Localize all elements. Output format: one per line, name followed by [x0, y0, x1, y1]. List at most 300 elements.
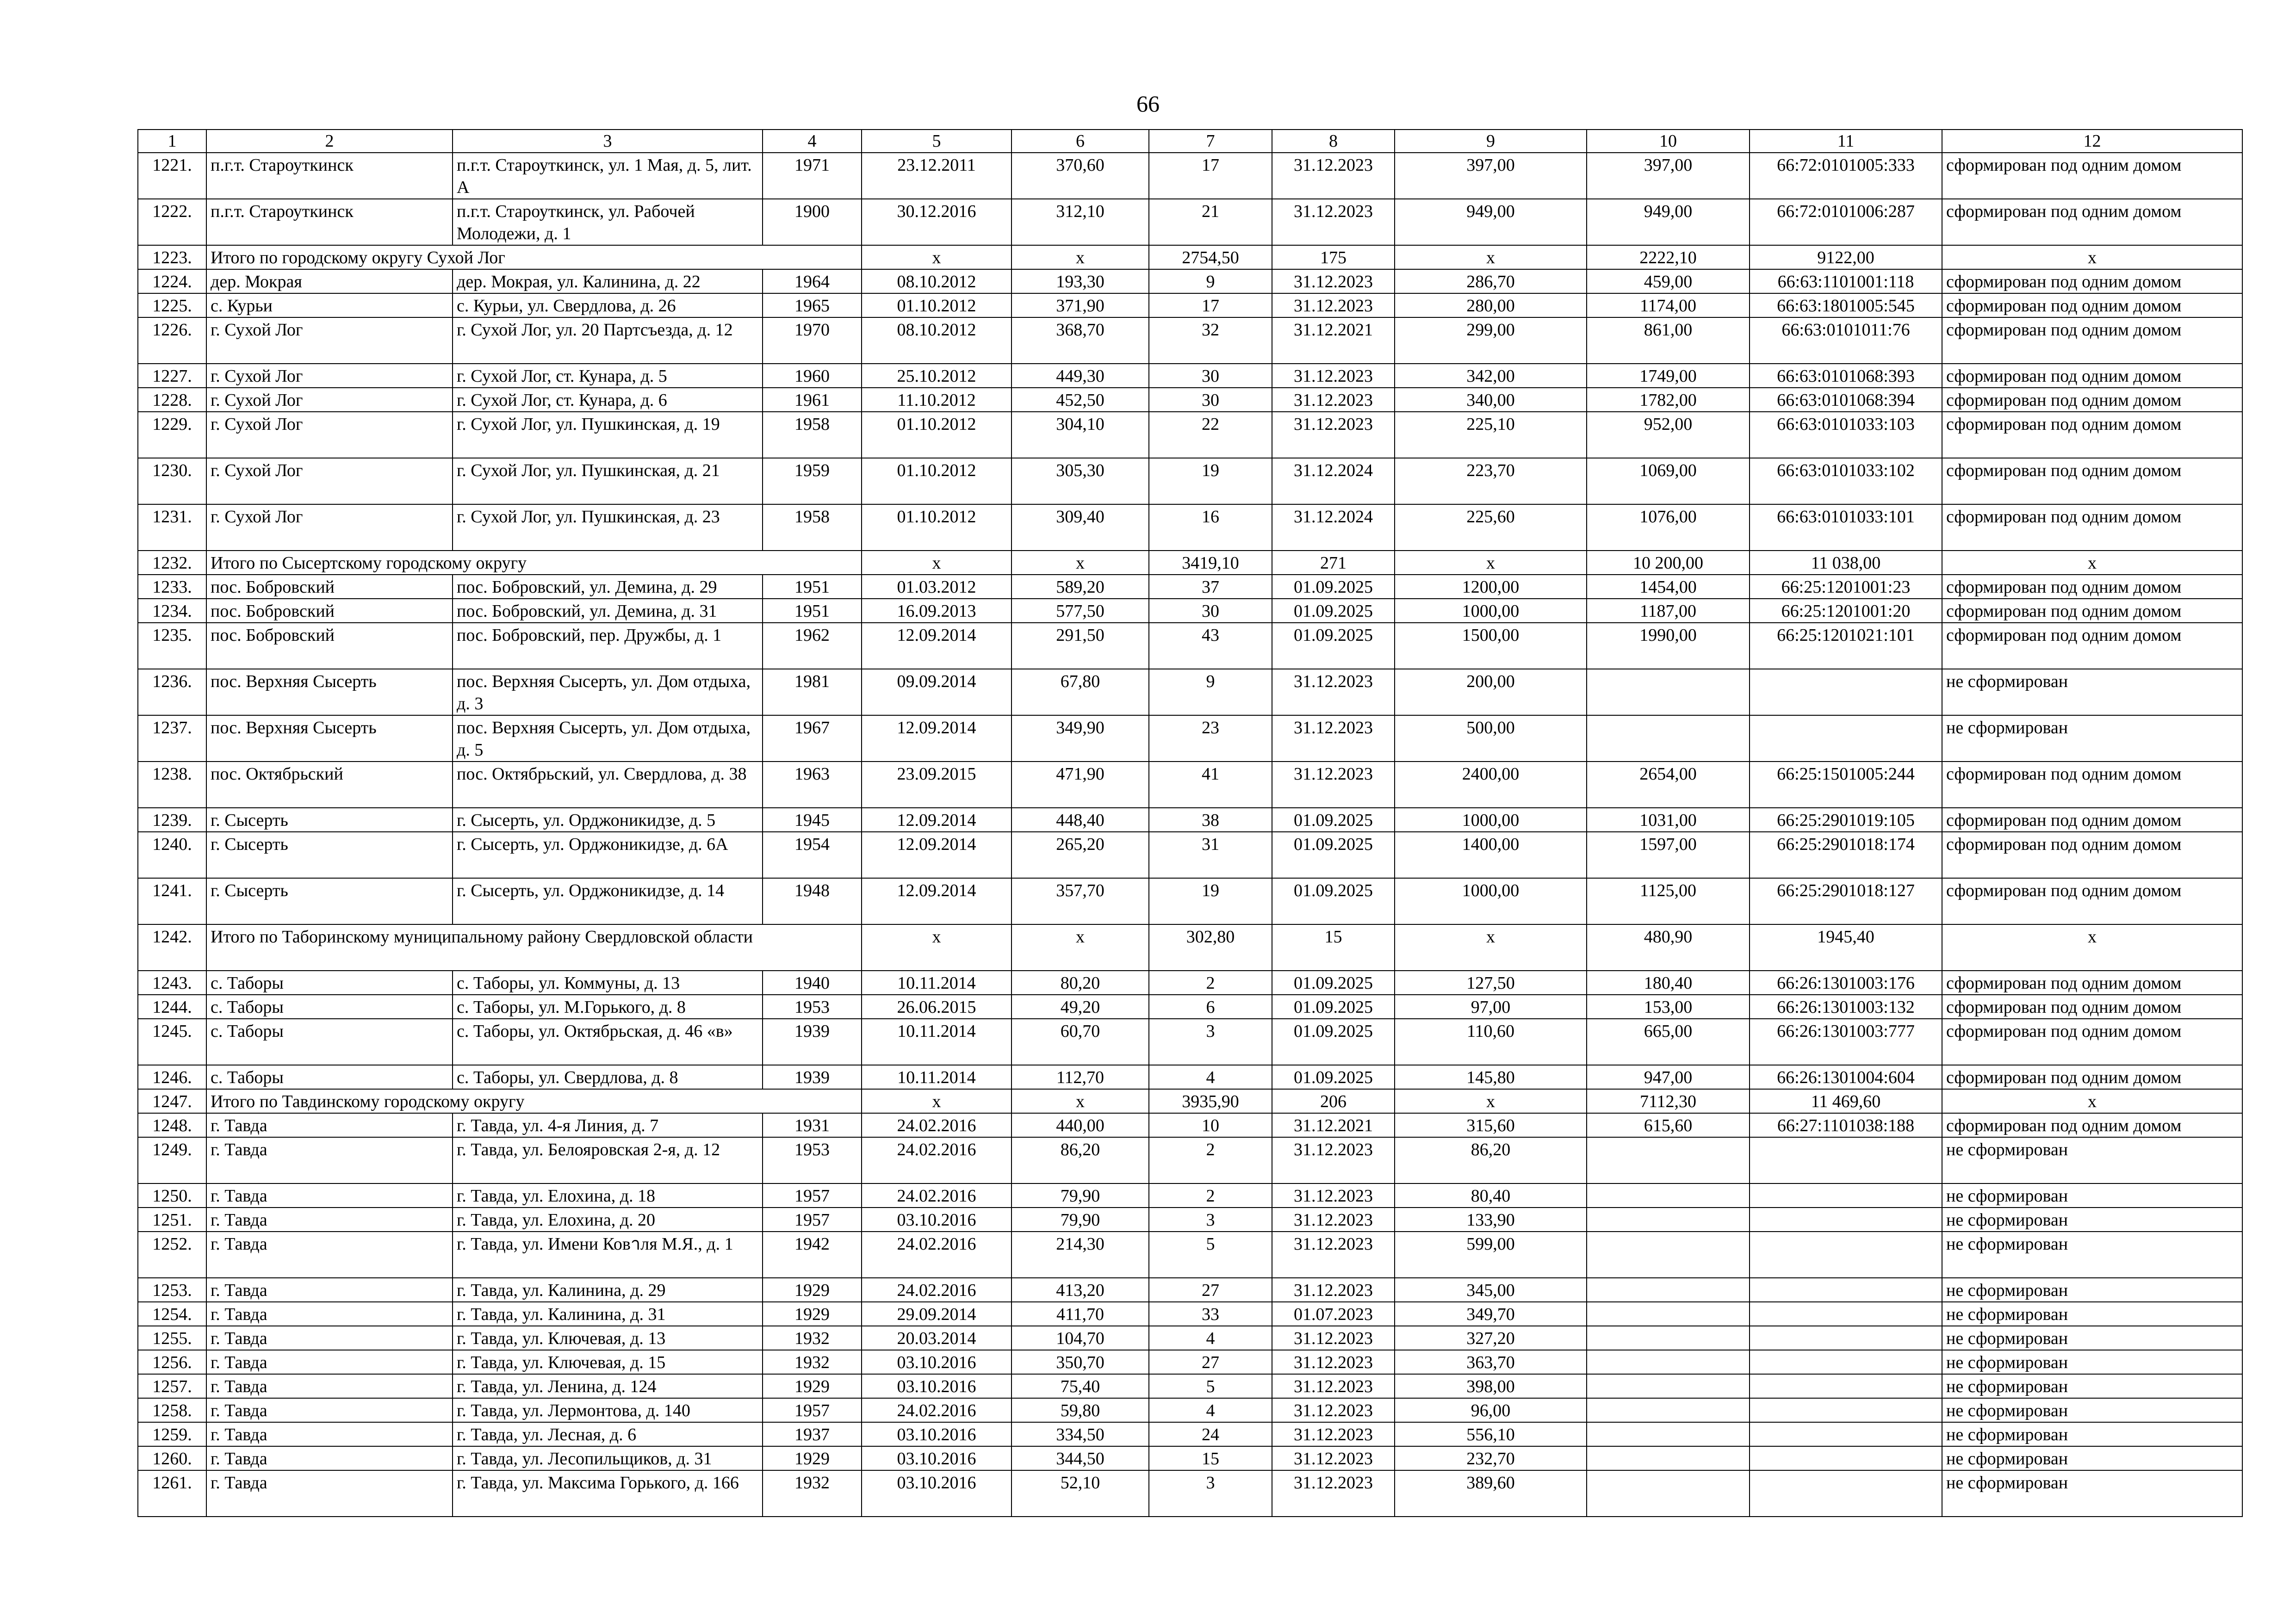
table-cell: 22	[1149, 412, 1272, 458]
table-cell: 31.12.2023	[1272, 293, 1395, 317]
table-cell: 01.09.2025	[1272, 599, 1395, 623]
table-cell: 01.09.2025	[1272, 971, 1395, 995]
table-row	[138, 575, 2242, 599]
table-cell: г. Сухой Лог, ул. Пушкинская, д. 19	[453, 412, 763, 458]
table-row	[138, 1113, 2242, 1137]
table-cell: 304,10	[1011, 412, 1149, 458]
table-cell: 411,70	[1011, 1302, 1149, 1326]
table-cell: 1939	[763, 1065, 862, 1089]
table-row	[138, 317, 2242, 364]
table-cell: 112,70	[1011, 1065, 1149, 1089]
table-cell: г. Сысерть	[206, 808, 453, 832]
table-cell: 33	[1149, 1302, 1272, 1326]
table-cell: 01.09.2025	[1272, 808, 1395, 832]
table-cell: 41	[1149, 762, 1272, 808]
table-cell: х	[1942, 924, 2242, 971]
table-cell: г. Сухой Лог, ст. Кунара, д. 6	[453, 388, 763, 412]
table-cell: пос. Верхняя Сысерть, ул. Дом отдыха, д. 3	[453, 669, 763, 715]
table-cell: 16.09.2013	[862, 599, 1011, 623]
table-row	[138, 364, 2242, 388]
table-cell: 30	[1149, 599, 1272, 623]
table-cell: не сформирован	[1942, 1326, 2242, 1350]
table-cell: 299,00	[1395, 317, 1587, 364]
table-cell: 37	[1149, 575, 1272, 599]
table-cell: 43	[1149, 623, 1272, 669]
table-row	[138, 1350, 2242, 1374]
table-cell: 1964	[763, 269, 862, 293]
table-row	[138, 1398, 2242, 1422]
table-cell: сформирован под одним домом	[1942, 623, 2242, 669]
table-cell: 9	[1149, 669, 1272, 715]
table-row	[138, 388, 2242, 412]
table-cell: 265,20	[1011, 832, 1149, 878]
table-cell: 31	[1149, 832, 1272, 878]
table-cell: 26.06.2015	[862, 995, 1011, 1019]
table-cell: 10.11.2014	[862, 971, 1011, 995]
table-cell: пос. Бобровский	[206, 623, 453, 669]
table-cell: 66:63:0101033:103	[1750, 412, 1942, 458]
table-cell: 1945	[763, 808, 862, 832]
table-cell: 1951	[763, 599, 862, 623]
table-cell: с. Таборы	[206, 1019, 453, 1065]
table-cell: 66:25:1201001:23	[1750, 575, 1942, 599]
table-cell: 31.12.2023	[1272, 1208, 1395, 1232]
table-cell	[1750, 1183, 1942, 1208]
table-cell: 1981	[763, 669, 862, 715]
table-cell: дер. Мокрая, ул. Калинина, д. 22	[453, 269, 763, 293]
table-row-total	[138, 245, 2242, 269]
table-row	[138, 1232, 2242, 1278]
table-cell: не сформирован	[1942, 1398, 2242, 1422]
table-cell: 80,20	[1011, 971, 1149, 995]
table-row	[138, 1065, 2242, 1089]
table-cell: 397,00	[1395, 153, 1587, 199]
table-cell: 59,80	[1011, 1398, 1149, 1422]
table-cell: не сформирован	[1942, 1278, 2242, 1302]
table-cell: 31.12.2023	[1272, 364, 1395, 388]
table-cell: 349,90	[1011, 715, 1149, 762]
table-cell: 66:63:0101033:102	[1750, 458, 1942, 504]
table-cell: г. Сухой Лог, ул. Пушкинская, д. 21	[453, 458, 763, 504]
table-cell: 280,00	[1395, 293, 1587, 317]
table-cell	[1750, 1302, 1942, 1326]
table-cell	[1750, 1374, 1942, 1398]
table-cell: 4	[1149, 1326, 1272, 1350]
table-cell: не сформирован	[1942, 1137, 2242, 1183]
table-cell: 1958	[763, 412, 862, 458]
table-cell: 11 038,00	[1750, 551, 1942, 575]
table-cell: 29.09.2014	[862, 1302, 1011, 1326]
table-row-total	[138, 1089, 2242, 1113]
table-row	[138, 269, 2242, 293]
column-number-cell: 2	[206, 130, 453, 153]
table-cell: с. Таборы, ул. Коммуны, д. 13	[453, 971, 763, 995]
table-cell	[1587, 1137, 1750, 1183]
table-cell: 153,00	[1587, 995, 1750, 1019]
table-cell: 60,70	[1011, 1019, 1149, 1065]
table-cell: г. Тавда, ул. Ленина, д. 124	[453, 1374, 763, 1398]
table-row	[138, 153, 2242, 199]
table-cell: с. Таборы, ул. М.Горького, д. 8	[453, 995, 763, 1019]
table-cell: с. Таборы, ул. Свердлова, д. 8	[453, 1065, 763, 1089]
table-cell: 1246.	[138, 1065, 206, 1089]
table-cell: 1174,00	[1587, 293, 1750, 317]
table-cell: 66:72:0101006:287	[1750, 199, 1942, 245]
table-cell: 1258.	[138, 1398, 206, 1422]
table-cell: 1125,00	[1587, 878, 1750, 924]
table-cell: 24.02.2016	[862, 1232, 1011, 1278]
table-cell: г. Тавда, ул. Лесопильщиков, д. 31	[453, 1446, 763, 1470]
table-cell: г. Тавда, ул. Калинина, д. 31	[453, 1302, 763, 1326]
column-number-cell: 1	[138, 130, 206, 153]
table-cell: 1929	[763, 1446, 862, 1470]
table-cell: 31.12.2023	[1272, 669, 1395, 715]
table-cell: 96,00	[1395, 1398, 1587, 1422]
table-cell: г. Тавда	[206, 1422, 453, 1446]
table-cell: 1236.	[138, 669, 206, 715]
table-cell: г. Сухой Лог	[206, 317, 453, 364]
table-cell: 11.10.2012	[862, 388, 1011, 412]
table-cell: 1076,00	[1587, 504, 1750, 551]
table-cell: х	[1011, 245, 1149, 269]
table-cell: 1929	[763, 1374, 862, 1398]
table-cell: сформирован под одним домом	[1942, 995, 2242, 1019]
table-cell: 225,10	[1395, 412, 1587, 458]
table-cell: с. Таборы	[206, 1065, 453, 1089]
table-cell: 1069,00	[1587, 458, 1750, 504]
table-cell: 23.09.2015	[862, 762, 1011, 808]
table-cell: 1260.	[138, 1446, 206, 1470]
column-number-cell: 9	[1395, 130, 1587, 153]
table-cell: 440,00	[1011, 1113, 1149, 1137]
table-cell: 12.09.2014	[862, 832, 1011, 878]
table-cell: 1232.	[138, 551, 206, 575]
table-cell: 1939	[763, 1019, 862, 1065]
table-cell: 09.09.2014	[862, 669, 1011, 715]
table-cell: 1932	[763, 1350, 862, 1374]
table-cell: 86,20	[1011, 1137, 1149, 1183]
table-cell: 67,80	[1011, 669, 1149, 715]
table-row	[138, 1183, 2242, 1208]
table-cell: 1597,00	[1587, 832, 1750, 878]
table-row-total	[138, 551, 2242, 575]
table-cell: 5	[1149, 1374, 1272, 1398]
column-number-row	[138, 130, 2242, 153]
table-cell: г. Тавда, ул. Лесная, д. 6	[453, 1422, 763, 1446]
table-cell: 1255.	[138, 1326, 206, 1350]
table-cell	[1587, 1350, 1750, 1374]
table-row	[138, 995, 2242, 1019]
table-cell: 1227.	[138, 364, 206, 388]
table-cell: 66:63:1101001:118	[1750, 269, 1942, 293]
table-cell: 1951	[763, 575, 862, 599]
table-cell: 3	[1149, 1208, 1272, 1232]
table-cell	[1750, 1208, 1942, 1232]
table-row	[138, 599, 2242, 623]
column-number-cell: 4	[763, 130, 862, 153]
table-cell	[1587, 1232, 1750, 1278]
table-cell: 448,40	[1011, 808, 1149, 832]
table-cell: 12.09.2014	[862, 878, 1011, 924]
table-cell: 01.10.2012	[862, 293, 1011, 317]
table-cell	[1587, 1302, 1750, 1326]
table-row	[138, 458, 2242, 504]
table-cell	[1750, 1326, 1942, 1350]
table-cell: 27	[1149, 1350, 1272, 1374]
table-row	[138, 1446, 2242, 1470]
table-cell: не сформирован	[1942, 1470, 2242, 1517]
table-cell	[1587, 1183, 1750, 1208]
table-cell: 1254.	[138, 1302, 206, 1326]
table-cell: г. Тавда	[206, 1113, 453, 1137]
table-cell: 9	[1149, 269, 1272, 293]
table-cell: 357,70	[1011, 878, 1149, 924]
table-cell: 225,60	[1395, 504, 1587, 551]
table-cell: 31.12.2023	[1272, 388, 1395, 412]
table-cell: 1229.	[138, 412, 206, 458]
table-cell: г. Тавда, ул. Калинина, д. 29	[453, 1278, 763, 1302]
column-number-cell: 3	[453, 130, 763, 153]
table-cell: 305,30	[1011, 458, 1149, 504]
table-cell: 1932	[763, 1470, 862, 1517]
table-cell: 2654,00	[1587, 762, 1750, 808]
table-cell: с. Таборы	[206, 995, 453, 1019]
table-cell: пос. Бобровский, ул. Демина, д. 31	[453, 599, 763, 623]
table-cell: г. Тавда	[206, 1326, 453, 1350]
table-cell: 3	[1149, 1470, 1272, 1517]
table-cell: пос. Октябрьский, ул. Свердлова, д. 38	[453, 762, 763, 808]
table-cell: 66:26:1301003:132	[1750, 995, 1942, 1019]
table-cell: 291,50	[1011, 623, 1149, 669]
table-cell: г. Тавда	[206, 1183, 453, 1208]
table-cell: 79,90	[1011, 1208, 1149, 1232]
table-cell: г. Тавда	[206, 1302, 453, 1326]
table-cell: сформирован под одним домом	[1942, 293, 2242, 317]
table-cell: 15	[1149, 1446, 1272, 1470]
table-cell: 31.12.2023	[1272, 269, 1395, 293]
table-row	[138, 1326, 2242, 1350]
table-cell: 52,10	[1011, 1470, 1149, 1517]
table-cell: г. Сухой Лог	[206, 504, 453, 551]
table-cell: 32	[1149, 317, 1272, 364]
table-cell: 10 200,00	[1587, 551, 1750, 575]
table-cell: 1231.	[138, 504, 206, 551]
table-cell: г. Сысерть, ул. Орджоникидзе, д. 6А	[453, 832, 763, 878]
table-cell: 10	[1149, 1113, 1272, 1137]
table-cell: 350,70	[1011, 1350, 1149, 1374]
table-cell: 03.10.2016	[862, 1470, 1011, 1517]
table-cell: г. Сысерть	[206, 878, 453, 924]
table-cell: 1225.	[138, 293, 206, 317]
table-cell: г. Сухой Лог	[206, 388, 453, 412]
table-cell: 31.12.2024	[1272, 504, 1395, 551]
table-cell: 1233.	[138, 575, 206, 599]
table-cell: х	[862, 245, 1011, 269]
table-cell: 334,50	[1011, 1422, 1149, 1446]
table-cell: 371,90	[1011, 293, 1149, 317]
table-cell	[1587, 1470, 1750, 1517]
table-cell: 1929	[763, 1302, 862, 1326]
table-cell: 1245.	[138, 1019, 206, 1065]
table-cell: не сформирован	[1942, 1350, 2242, 1374]
table-row	[138, 1208, 2242, 1232]
table-cell: 03.10.2016	[862, 1446, 1011, 1470]
page-number: 66	[1136, 91, 1160, 117]
table-cell: сформирован под одним домом	[1942, 808, 2242, 832]
table-cell: х	[1011, 1089, 1149, 1113]
table-cell: Итого по Сысертскому городскому округу	[206, 551, 862, 575]
table-cell	[1587, 1374, 1750, 1398]
table-cell	[1587, 715, 1750, 762]
table-cell: 1900	[763, 199, 862, 245]
table-row	[138, 878, 2242, 924]
table-cell: 31.12.2021	[1272, 1113, 1395, 1137]
table-cell: х	[1942, 551, 2242, 575]
table-cell: 1967	[763, 715, 862, 762]
table-cell: 1942	[763, 1232, 862, 1278]
table-cell: 15	[1272, 924, 1395, 971]
table-cell: сформирован под одним домом	[1942, 458, 2242, 504]
table-row-total	[138, 924, 2242, 971]
table-cell: пос. Бобровский	[206, 575, 453, 599]
table-cell: 38	[1149, 808, 1272, 832]
table-cell: 16	[1149, 504, 1272, 551]
table-cell: 615,60	[1587, 1113, 1750, 1137]
table-cell	[1587, 1326, 1750, 1350]
table-cell: 952,00	[1587, 412, 1750, 458]
table-cell: 193,30	[1011, 269, 1149, 293]
table-cell: 577,50	[1011, 599, 1149, 623]
table-cell: 01.09.2025	[1272, 878, 1395, 924]
table-cell: 23.12.2011	[862, 153, 1011, 199]
table-cell: 1931	[763, 1113, 862, 1137]
table-cell: 17	[1149, 293, 1272, 317]
table-cell: 2	[1149, 971, 1272, 995]
table-cell: 1230.	[138, 458, 206, 504]
table-row	[138, 1422, 2242, 1446]
table-cell: 10.11.2014	[862, 1065, 1011, 1089]
table-cell: 01.09.2025	[1272, 623, 1395, 669]
table-row	[138, 504, 2242, 551]
table-cell: с. Курьи, ул. Свердлова, д. 26	[453, 293, 763, 317]
table-cell: г. Тавда, ул. Елохина, д. 18	[453, 1183, 763, 1208]
table-row	[138, 1470, 2242, 1517]
table-cell: 949,00	[1587, 199, 1750, 245]
table-cell: 1257.	[138, 1374, 206, 1398]
table-cell: п.г.т. Староуткинск	[206, 153, 453, 199]
table-cell: 1940	[763, 971, 862, 995]
table-cell: не сформирован	[1942, 1446, 2242, 1470]
table-cell: сформирован под одним домом	[1942, 1019, 2242, 1065]
table-cell: 1500,00	[1395, 623, 1587, 669]
table-cell: 1945,40	[1750, 924, 1942, 971]
table-cell: 1234.	[138, 599, 206, 623]
table-cell: 1238.	[138, 762, 206, 808]
table-cell: 1187,00	[1587, 599, 1750, 623]
column-number-cell: 8	[1272, 130, 1395, 153]
table-cell: г. Сысерть, ул. Орджоникидзе, д. 14	[453, 878, 763, 924]
table-cell: 01.03.2012	[862, 575, 1011, 599]
table-cell: 1221.	[138, 153, 206, 199]
table-cell: г. Сысерть, ул. Орджоникидзе, д. 5	[453, 808, 763, 832]
table-cell: 31.12.2023	[1272, 1374, 1395, 1398]
table-cell: 01.09.2025	[1272, 832, 1395, 878]
table-cell: 31.12.2021	[1272, 317, 1395, 364]
table-cell	[1587, 1208, 1750, 1232]
table-cell: не сформирован	[1942, 669, 2242, 715]
table-cell: 31.12.2023	[1272, 1278, 1395, 1302]
table-cell: 31.12.2023	[1272, 153, 1395, 199]
table-cell: 665,00	[1587, 1019, 1750, 1065]
table-cell: г. Сухой Лог, ст. Кунара, д. 5	[453, 364, 763, 388]
table-cell: г. Тавда	[206, 1446, 453, 1470]
table-cell: 327,20	[1395, 1326, 1587, 1350]
table-cell: 31.12.2023	[1272, 199, 1395, 245]
table-cell: 23	[1149, 715, 1272, 762]
table-cell: 31.12.2024	[1272, 458, 1395, 504]
table-cell: 01.09.2025	[1272, 575, 1395, 599]
table-cell	[1750, 1232, 1942, 1278]
table-cell: 1953	[763, 995, 862, 1019]
table-cell: х	[1395, 551, 1587, 575]
table-cell: 01.10.2012	[862, 412, 1011, 458]
table-cell: г. Сысерть	[206, 832, 453, 878]
table-cell: 31.12.2023	[1272, 412, 1395, 458]
table-cell: х	[1395, 1089, 1587, 1113]
table-cell: 03.10.2016	[862, 1350, 1011, 1374]
table-cell: Итого по Таборинскому муниципальному району Свердловской области	[206, 924, 862, 971]
table-cell: 1249.	[138, 1137, 206, 1183]
table-cell: 1239.	[138, 808, 206, 832]
table-cell	[1750, 1422, 1942, 1446]
table-cell: 1959	[763, 458, 862, 504]
table-cell: г. Тавда	[206, 1137, 453, 1183]
table-cell: 12.09.2014	[862, 623, 1011, 669]
table-cell: 66:26:1301004:604	[1750, 1065, 1942, 1089]
table-cell: 1963	[763, 762, 862, 808]
table-cell: 1957	[763, 1183, 862, 1208]
table-cell: пос. Верхняя Сысерть	[206, 669, 453, 715]
table-cell: г. Тавда, ул. 4-я Линия, д. 7	[453, 1113, 763, 1137]
table-cell: сформирован под одним домом	[1942, 412, 2242, 458]
table-cell: пос. Верхняя Сысерть, ул. Дом отдыха, д. 5	[453, 715, 763, 762]
table-cell: 31.12.2023	[1272, 1326, 1395, 1350]
table-cell: 452,50	[1011, 388, 1149, 412]
table-cell: 66:63:0101011:76	[1750, 317, 1942, 364]
table-cell: 1226.	[138, 317, 206, 364]
table-cell	[1750, 715, 1942, 762]
table-cell: г. Сухой Лог, ул. Пушкинская, д. 23	[453, 504, 763, 551]
table-cell: 08.10.2012	[862, 269, 1011, 293]
table-cell: г. Тавда, ул. Лермонтова, д. 140	[453, 1398, 763, 1422]
table-cell: 302,80	[1149, 924, 1272, 971]
table-cell: г. Тавда, ул. Максима Горького, д. 166	[453, 1470, 763, 1517]
table-cell: г. Тавда, ул. Ключевая, д. 15	[453, 1350, 763, 1374]
table-cell: 86,20	[1395, 1137, 1587, 1183]
table-cell: сформирован под одним домом	[1942, 762, 2242, 808]
table-cell: сформирован под одним домом	[1942, 575, 2242, 599]
table-cell: х	[1011, 551, 1149, 575]
table-cell: 1454,00	[1587, 575, 1750, 599]
table-cell: 1965	[763, 293, 862, 317]
table-cell: 66:25:2901018:174	[1750, 832, 1942, 878]
table-cell: 30	[1149, 388, 1272, 412]
table-cell: 286,70	[1395, 269, 1587, 293]
table-cell: 589,20	[1011, 575, 1149, 599]
table-row	[138, 1374, 2242, 1398]
table-row	[138, 669, 2242, 715]
column-number-cell: 6	[1011, 130, 1149, 153]
